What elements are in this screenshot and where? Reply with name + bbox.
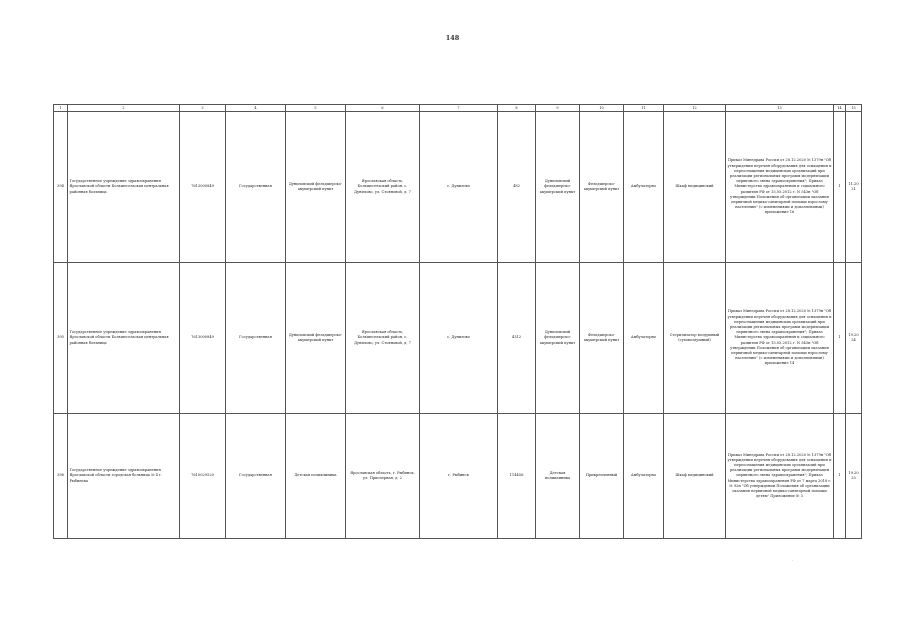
column-number: 5 (286, 105, 346, 112)
care-type: Амбулаторно (624, 112, 664, 263)
column-number: 9 (536, 105, 580, 112)
equipment-name: Стерилизатор воздушный (суховоздушный) (664, 263, 726, 414)
equipment-name: Шкаф медицинский (664, 112, 726, 263)
equipment-name: Шкаф медицинский (664, 414, 726, 539)
column-number: 3 (180, 105, 226, 112)
organization-name: Государственное учреждение здравоохранения Ярославской области Большесельская центральная районная больница (68, 263, 180, 414)
profile: Прикрепленный (580, 414, 624, 539)
inn: 7613000849 (180, 112, 226, 263)
care-type: Амбулаторно (624, 414, 664, 539)
column-number: 12 (664, 105, 726, 112)
organization-name: Государственное учреждение здравоохранения Ярославской области городская больница № 4 г. Рыбинска (68, 414, 180, 539)
ownership-form: Государственная (226, 414, 286, 539)
footer-mark: . (792, 557, 794, 562)
table-row (54, 414, 862, 539)
column-number: 13 (726, 105, 834, 112)
date: 19.2025 (846, 414, 862, 539)
row-number: 395 (54, 263, 68, 414)
address: Ярославская область, Большесельский район, с. Дунилово, ул. Стояновой, д. 7 (346, 112, 420, 263)
address: Ярославская область, Большесельский район, с. Дунилово, ул. Стояновой, д. 7 (346, 263, 420, 414)
care-type: Амбулаторно (624, 263, 664, 414)
column-number: 8 (498, 105, 536, 112)
page-number: 148 (445, 34, 460, 42)
subdivision: Дуниловский фельдшерско-акушерский пункт (536, 112, 580, 263)
quantity: 1 (834, 263, 846, 414)
profile: Фельдшерско-акушерский пункт (580, 263, 624, 414)
unit-type: Дуниловский фельдшерско-акушерский пункт (286, 263, 346, 414)
subdivision: Дуниловский фельдшерско-акушерский пункт (536, 263, 580, 414)
column-number-row (54, 105, 862, 112)
column-number: 6 (346, 105, 420, 112)
column-number: 11 (624, 105, 664, 112)
unit-type: Дуниловский фельдшерско-акушерский пункт (286, 112, 346, 263)
legal-basis: Приказ Минздрава России от 28.12.2020 № 1379н "Об утверждении перечня оборудования для оснащения и переоснащения медицинских организаций при реализации региональных программ модернизации первичного звена здравоохранения"; Приказ Министерства здравоохранения РФ от 7 марта 2018 г. № 92н "Об утверждении Положения об организации оказания первичной медико-санитарной помощи детям" Приложение № 3 (726, 414, 834, 539)
table-row (54, 112, 862, 263)
quantity: 1 (834, 112, 846, 263)
population: 114456 (498, 414, 536, 539)
population: 4312 (498, 263, 536, 414)
unit-type: Детская поликлиника (286, 414, 346, 539)
date: 19.2024 (846, 263, 862, 414)
column-number: 2 (68, 105, 180, 112)
column-number: 15 (846, 105, 862, 112)
legal-basis: Приказ Минздрава России от 28.12.2020 № 1379н "Об утверждении перечня оборудования для оснащения и переоснащения медицинских организаций при реализации региональных программ модернизации первичного звена здравоохранения"; Приказ Министерства здравоохранения и социального развития РФ от 15.05.2012 г. N 543н "Об утверждении Положения об организации оказания первичной медико-санитарной помощи взрослому населению" (с изменениями и дополнениями) приложение 14 (726, 263, 834, 414)
locality: г. Рыбинск (420, 414, 498, 539)
table-row (54, 263, 862, 414)
profile: Фельдшерско-акушерский пункт (580, 112, 624, 263)
row-number: 394 (54, 112, 68, 263)
population: 482 (498, 112, 536, 263)
column-number: 1 (54, 105, 68, 112)
column-number: 14 (834, 105, 846, 112)
locality: с. Дунилово (420, 112, 498, 263)
legal-basis: Приказ Минздрава России от 28.12.2020 № 1379н "Об утверждении перечня оборудования для оснащения и переоснащения медицинских организаций при реализации региональных программ модернизации первичного звена здравоохранения"; Приказ Министерства здравоохранения и социального развития РФ от 15.05.2012 г. N 543н "Об утверждении Положения об организации оказания первичной медико-санитарной помощи взрослому населению" (с изменениями и дополнениями) приложение 16 (726, 112, 834, 263)
row-number: 396 (54, 414, 68, 539)
ownership-form: Государственная (226, 112, 286, 263)
register-table (53, 104, 862, 539)
column-number: 10 (580, 105, 624, 112)
ownership-form: Государственная (226, 263, 286, 414)
address: Ярославская область, г. Рыбинск, ул. Приозерная, д. 2 (346, 414, 420, 539)
locality: с. Дунилово (420, 263, 498, 414)
inn: 7610029520 (180, 414, 226, 539)
column-number: 7 (420, 105, 498, 112)
subdivision: Детская поликлиника (536, 414, 580, 539)
organization-name: Государственное учреждение здравоохранения Ярославской области Большесельская центральная районная больница (68, 112, 180, 263)
inn: 7613000849 (180, 263, 226, 414)
quantity: 1 (834, 414, 846, 539)
column-number: 4 (226, 105, 286, 112)
date: 11.2021 (846, 112, 862, 263)
